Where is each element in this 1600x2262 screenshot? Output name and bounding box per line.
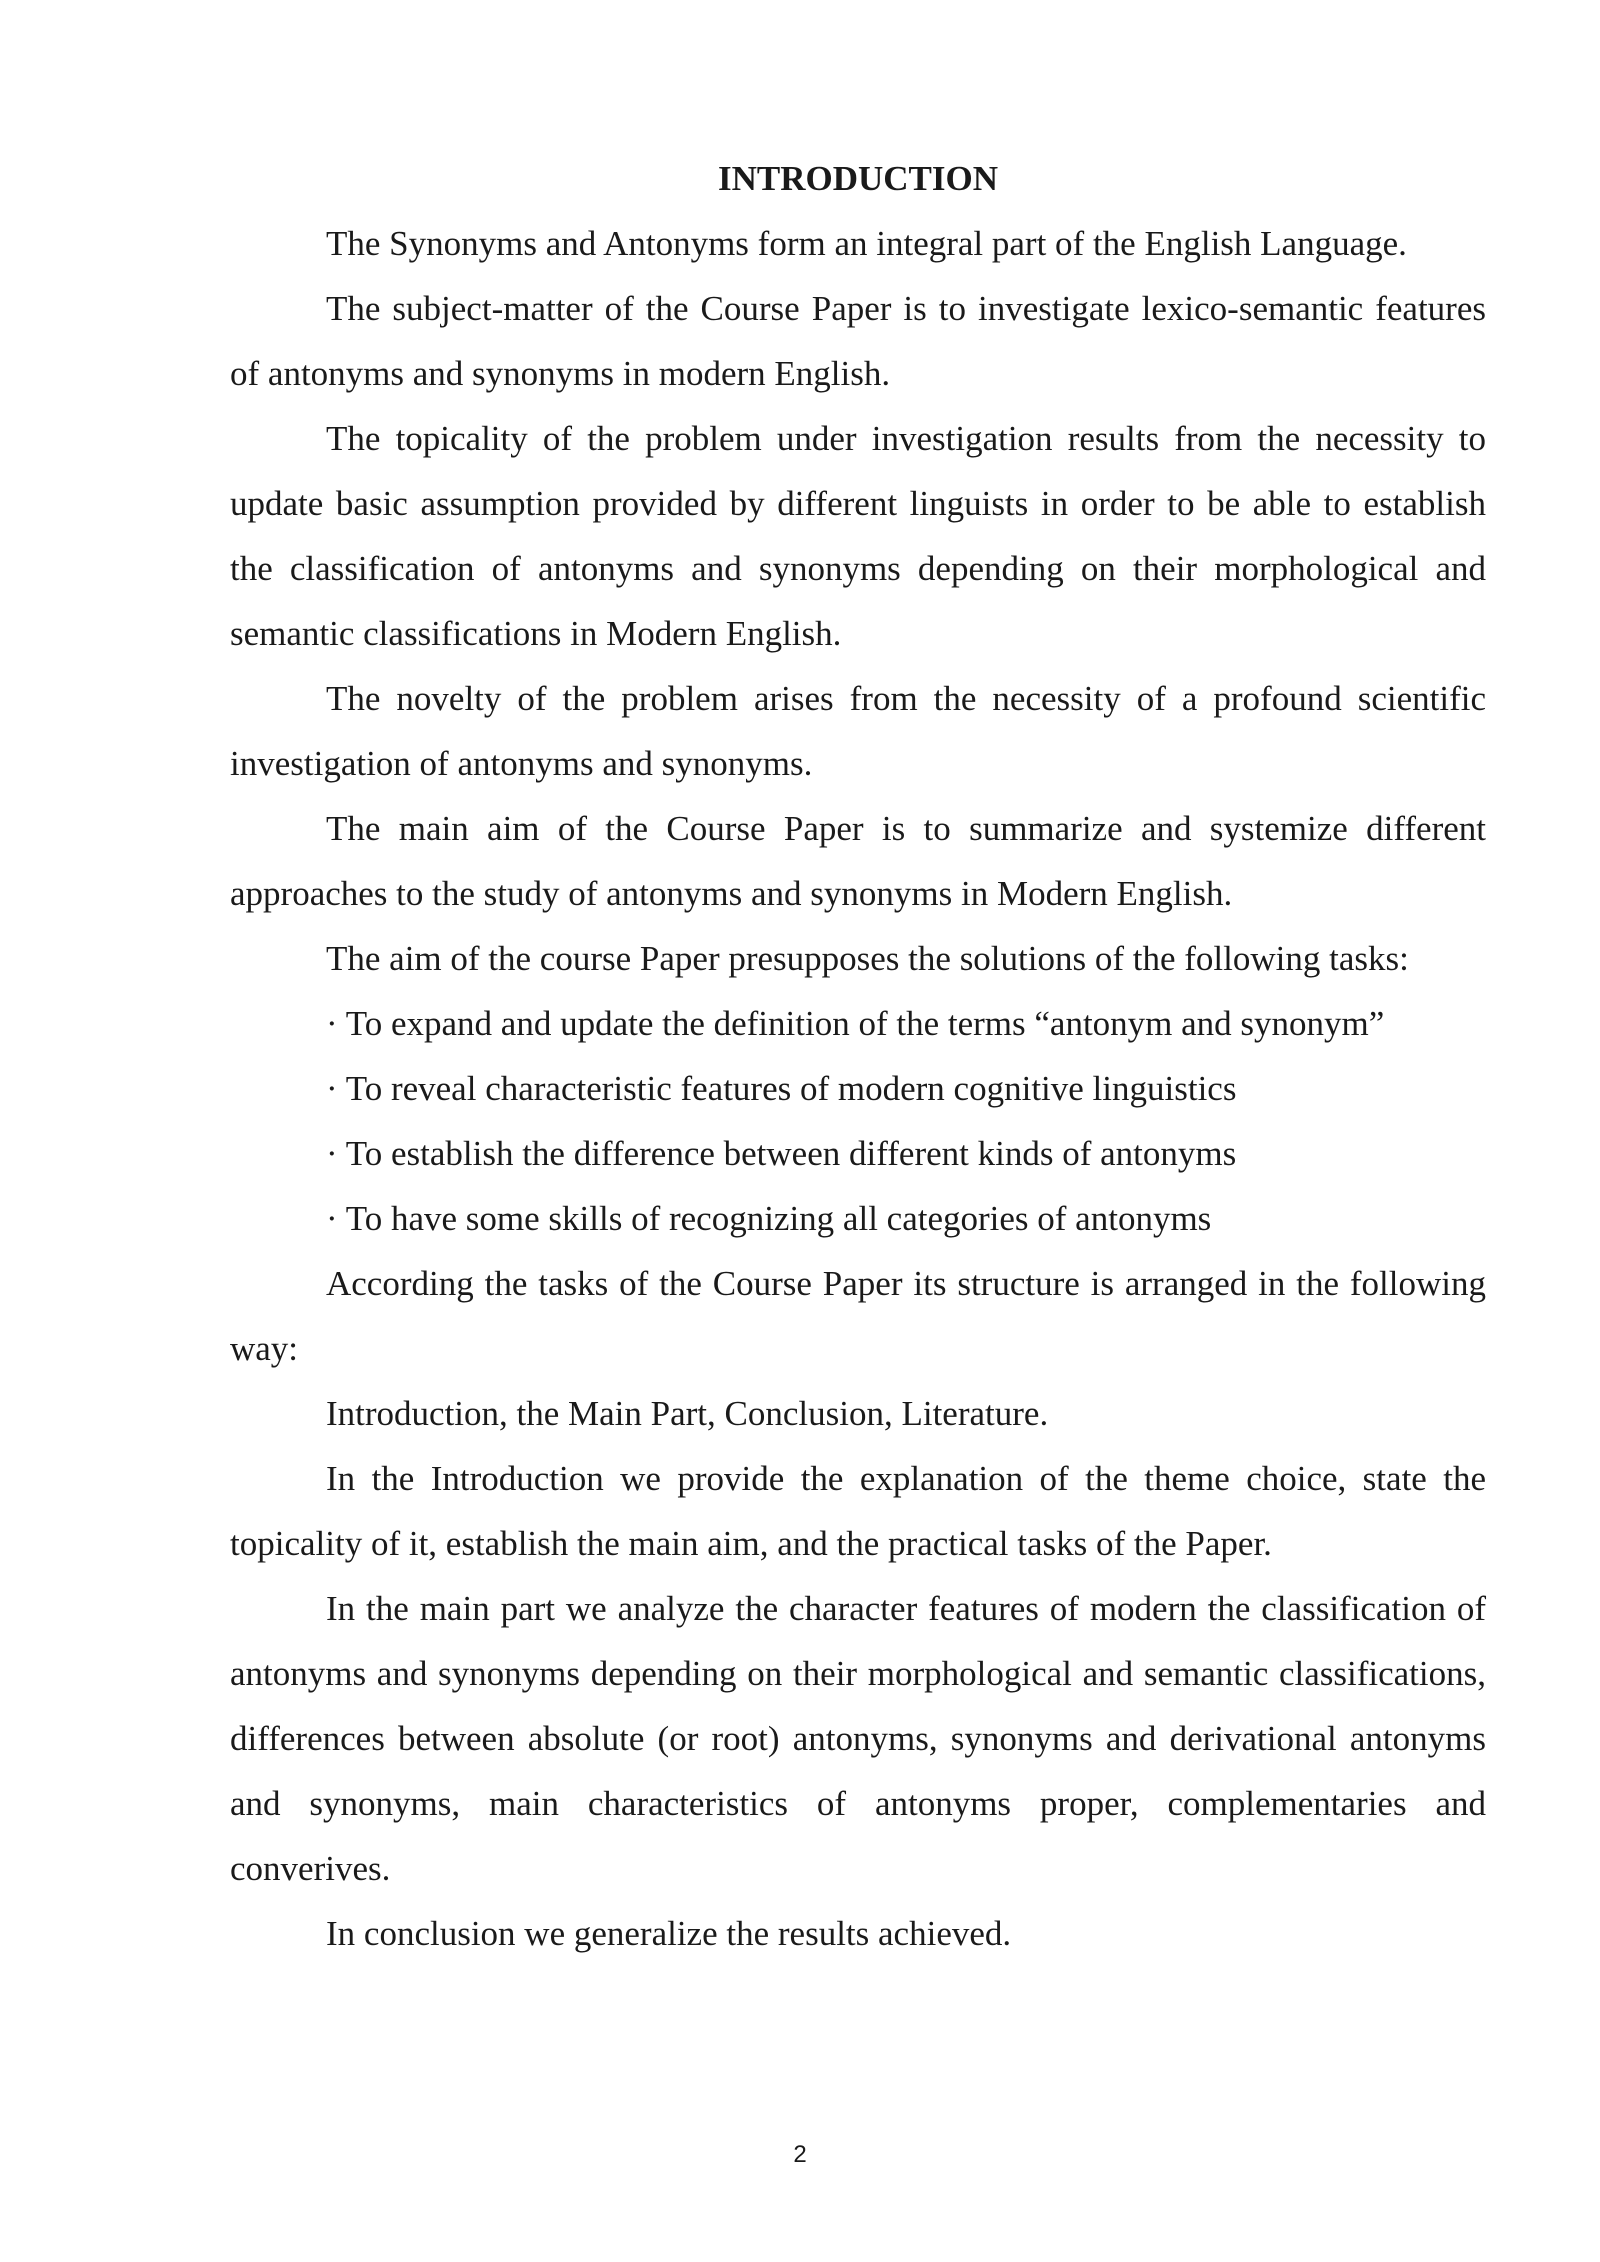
paragraph-structure: According the tasks of the Course Paper its structure is arranged in the following way:: [230, 1264, 1486, 1368]
task-item: · To have some skills of recognizing all categories of antonyms: [326, 1199, 1212, 1238]
paragraph-main-part-description: In the main part we analyze the character features of modern the classification of antonyms and synonyms depending on their morphological and semantic classifications, differences between absolute (or root) antonyms, synonyms and derivational antonyms and synonyms, main characteristics of antonyms proper, complementaries and converives.: [230, 1589, 1486, 1888]
paragraph-novelty: The novelty of the problem arises from the necessity of a profound scientific investigation of antonyms and synonyms.: [230, 679, 1486, 783]
paragraph-structure-list: Introduction, the Main Part, Conclusion, Literature.: [326, 1394, 1049, 1433]
task-item: · To expand and update the definition of the terms “antonym and synonym”: [326, 1004, 1385, 1043]
paragraph-main-aim: The main aim of the Course Paper is to summarize and systemize different approaches to the study of antonyms and synonyms in Modern English.: [230, 809, 1486, 913]
section-title: INTRODUCTION: [717, 159, 999, 198]
paragraph-topicality: The topicality of the problem under investigation results from the necessity to update basic assumption provided by different linguists in order to be able to establish the classification of antonyms and synonyms depending on their morphological and semantic classifications in Modern English.: [230, 419, 1486, 653]
page-content: [230, 146, 1486, 1966]
paragraph-subject-matter: The subject-matter of the Course Paper is to investigate lexico-semantic features of antonyms and synonyms in modern English.: [230, 289, 1486, 393]
task-item: · To reveal characteristic features of modern cognitive linguistics: [326, 1069, 1237, 1108]
paragraph-introduction-description: In the Introduction we provide the explanation of the theme choice, state the topicality of it, establish the main aim, and the practical tasks of the Paper.: [230, 1459, 1486, 1563]
task-item: · To establish the difference between different kinds of antonyms: [326, 1134, 1237, 1173]
paragraph-conclusion-description: In conclusion we generalize the results achieved.: [326, 1914, 1012, 1953]
paragraph-tasks-intro: The aim of the course Paper presupposes the solutions of the following tasks:: [326, 939, 1409, 978]
page-number: 2: [793, 2141, 807, 2168]
paragraph-synonyms-antonyms: The Synonyms and Antonyms form an integral part of the English Language.: [326, 224, 1407, 263]
